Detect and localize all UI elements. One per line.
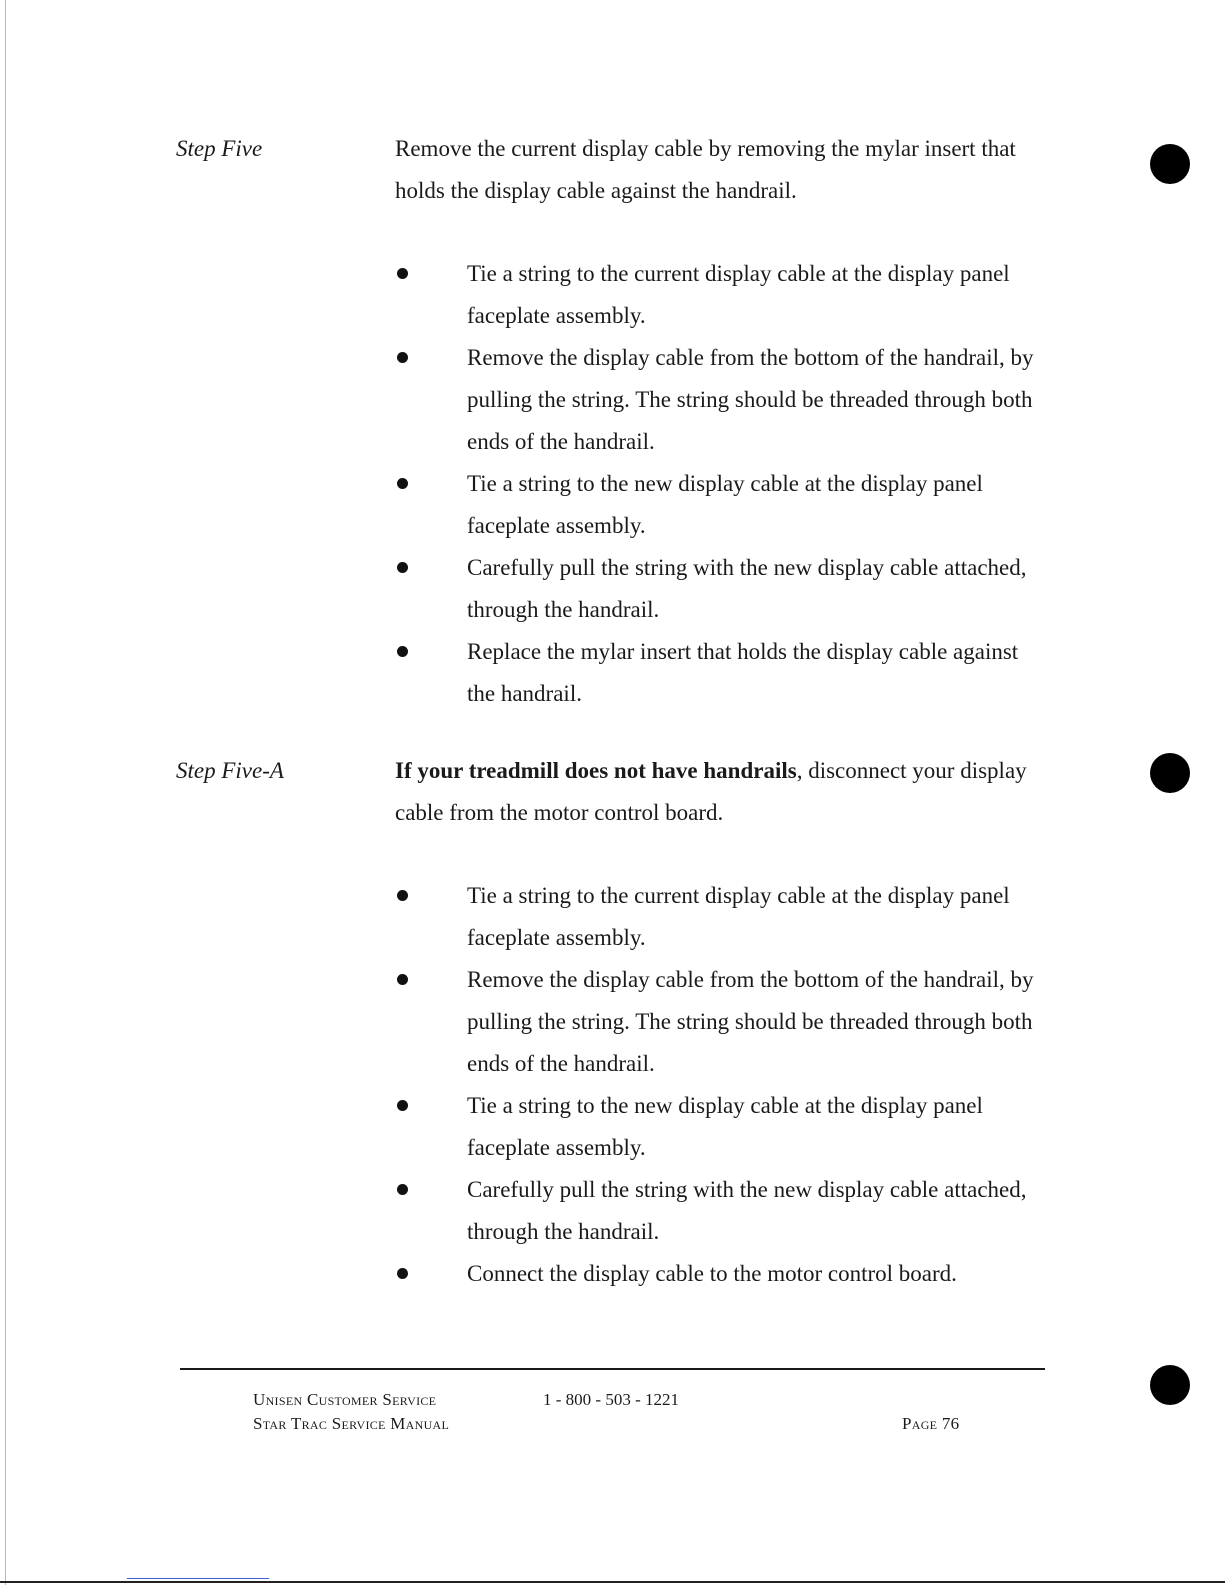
list-item	[395, 959, 1045, 1085]
bullet-text: Connect the display cable to the motor control board.	[467, 1261, 957, 1286]
binder-hole-middle	[1150, 753, 1190, 793]
step-five-a-intro	[395, 750, 1035, 834]
list-item	[395, 875, 1045, 959]
bullet-text: Carefully pull the string with the new display cable attached, through the handrail.	[467, 555, 1027, 622]
bullet-text: Tie a string to the current display cable at the display panel faceplate assembly.	[467, 883, 1010, 950]
bullet-icon	[397, 974, 408, 985]
footer-divider	[180, 1368, 1045, 1370]
list-item	[395, 1169, 1045, 1253]
bullet-icon	[397, 1268, 408, 1279]
bullet-text: Carefully pull the string with the new display cable attached, through the handrail.	[467, 1177, 1027, 1244]
intro-rest-text: , disconnect your display cable from the motor control board.	[395, 758, 1027, 825]
footer-manual-title: Star Trac Service Manual	[253, 1414, 450, 1433]
list-item	[395, 253, 1045, 337]
step-five-intro: Remove the current display cable by removing the mylar insert that holds the display cable against the handrail.	[395, 136, 1016, 203]
bullet-text: Replace the mylar insert that holds the display cable against the handrail.	[467, 639, 1019, 706]
bullet-text: Tie a string to the new display cable at the display panel faceplate assembly.	[467, 471, 983, 538]
page-edge-line	[5, 0, 6, 1585]
footer-page-number: Page 76	[902, 1414, 960, 1433]
step-five-a-label: Step Five-A	[176, 758, 284, 783]
bottom-link-underline	[127, 1578, 269, 1579]
list-item	[395, 631, 1045, 715]
bullet-icon	[397, 352, 408, 363]
bullet-icon	[397, 478, 408, 489]
bullet-icon	[397, 646, 408, 657]
bullet-icon	[397, 1100, 408, 1111]
bullet-icon	[397, 268, 408, 279]
list-item	[395, 547, 1045, 631]
step-five-a-bullet-list	[395, 875, 1045, 1295]
intro-bold-text: If your treadmill does not have handrails	[395, 758, 797, 783]
bullet-icon	[397, 562, 408, 573]
bullet-icon	[397, 1184, 408, 1195]
binder-hole-top	[1150, 144, 1190, 184]
list-item	[395, 463, 1045, 547]
bullet-text: Tie a string to the current display cable at the display panel faceplate assembly.	[467, 261, 1010, 328]
bullet-text: Remove the display cable from the bottom of the handrail, by pulling the string. The string should be threaded through both ends of the handrail.	[467, 967, 1034, 1076]
bullet-text: Tie a string to the new display cable at the display panel faceplate assembly.	[467, 1093, 983, 1160]
binder-hole-bottom	[1150, 1365, 1190, 1405]
step-five-bullet-list	[395, 253, 1045, 715]
list-item	[395, 1253, 1045, 1295]
bullet-icon	[397, 890, 408, 901]
list-item	[395, 337, 1045, 463]
footer-org: Unisen Customer Service	[253, 1390, 437, 1409]
bottom-border	[0, 1581, 1225, 1583]
step-five-label: Step Five	[176, 136, 263, 161]
footer-phone: 1 - 800 - 503 - 1221	[543, 1390, 679, 1409]
list-item	[395, 1085, 1045, 1169]
bullet-text: Remove the display cable from the bottom of the handrail, by pulling the string. The string should be threaded through both ends of the handrail.	[467, 345, 1034, 454]
